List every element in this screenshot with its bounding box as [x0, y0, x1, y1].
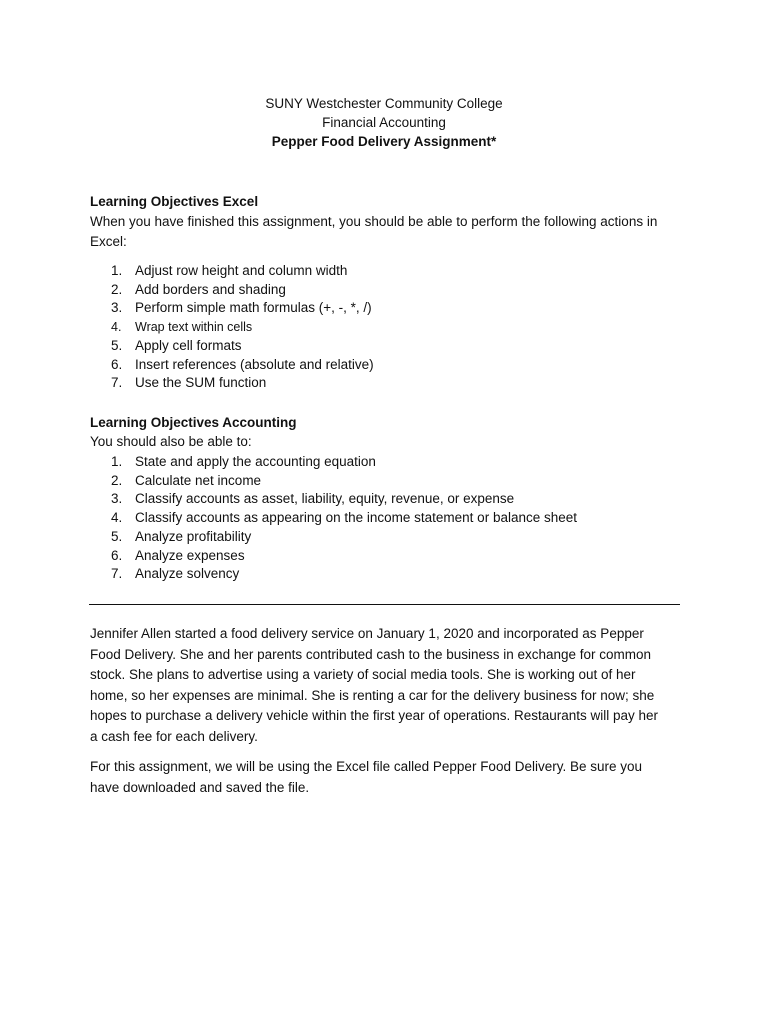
list-item-number: 4.	[111, 320, 122, 335]
excel-objectives-list	[90, 262, 690, 393]
paragraph-line: stock. She plans to advertise using a variety of social media tools. She is working out of her	[90, 667, 636, 682]
list-item-text: State and apply the accounting equation	[135, 454, 376, 469]
list-item	[90, 299, 690, 318]
list-item	[90, 281, 690, 300]
list-item-text: Add borders and shading	[135, 281, 286, 297]
list-item-number: 1.	[111, 454, 123, 469]
paragraph-line: For this assignment, we will be using the Excel file called Pepper Food Delivery. Be sure you	[90, 759, 643, 774]
list-item-number: 3.	[111, 300, 123, 316]
list-item	[90, 472, 690, 491]
list-item-text: Calculate net income	[135, 472, 262, 488]
paragraph-line: Food Delivery. She and her parents contributed cash to the business in exchange for common	[90, 646, 652, 662]
list-item-number: 5.	[111, 337, 123, 353]
list-item	[90, 318, 690, 337]
list-item-text: Insert references (absolute and relative)	[135, 356, 374, 372]
assignment-title: Pepper Food Delivery Assignment*	[271, 134, 497, 149]
horizontal-divider	[89, 604, 680, 605]
list-item	[90, 356, 690, 375]
list-item-text: Classify accounts as appearing on the income statement or balance sheet	[135, 510, 578, 526]
list-item-number: 4.	[111, 510, 123, 526]
document-header	[0, 94, 768, 151]
list-item-number: 2.	[111, 472, 123, 488]
excel-objectives-intro-line2: Excel:	[90, 234, 127, 249]
list-item-text: Analyze profitability	[135, 528, 252, 544]
accounting-objectives-list	[90, 453, 690, 584]
list-item-number: 1.	[111, 263, 123, 278]
list-item	[90, 262, 690, 281]
list-item-number: 6.	[111, 547, 123, 563]
list-item	[90, 547, 690, 566]
list-item	[90, 374, 690, 393]
list-item-text: Wrap text within cells	[135, 320, 253, 335]
list-item-text: Adjust row height and column width	[135, 263, 348, 278]
course-name: Financial Accounting	[322, 115, 446, 130]
excel-objectives-title: Learning Objectives Excel	[90, 194, 259, 209]
accounting-objectives-title: Learning Objectives Accounting	[90, 415, 297, 430]
excel-objectives-intro-line1: When you have finished this assignment, you should be able to perform the following actions in	[90, 214, 658, 229]
paragraph-line: have downloaded and saved the file.	[90, 779, 310, 795]
list-item-text: Apply cell formats	[135, 337, 242, 353]
list-item-text: Perform simple math formulas (+, -, *, /)	[135, 300, 372, 316]
list-item	[90, 565, 690, 584]
institution-name: SUNY Westchester Community College	[265, 96, 503, 111]
file-instructions-paragraph	[90, 757, 690, 798]
list-item	[90, 528, 690, 547]
list-item-text: Classify accounts as asset, liability, equity, revenue, or expense	[135, 491, 515, 507]
list-item-number: 5.	[111, 528, 123, 544]
list-item-number: 2.	[111, 281, 123, 297]
accounting-objectives-section	[90, 413, 690, 584]
list-item	[90, 490, 690, 509]
list-item-number: 6.	[111, 356, 123, 372]
list-item-text: Analyze solvency	[135, 566, 240, 582]
paragraph-line: Jennifer Allen started a food delivery service on January 1, 2020 and incorporated as Pepper	[90, 626, 644, 641]
list-item-number: 3.	[111, 491, 123, 507]
list-item	[90, 337, 690, 356]
list-item-text: Analyze expenses	[135, 547, 245, 563]
list-item	[90, 509, 690, 528]
paragraph-line: hopes to purchase a delivery vehicle within the first year of operations. Restaurants will pay her	[90, 708, 659, 723]
intro-paragraph	[90, 624, 690, 747]
list-item	[90, 453, 690, 472]
paragraph-line: a cash fee for each delivery.	[90, 728, 258, 744]
paragraph-line: home, so her expenses are minimal. She is renting a car for the delivery business for now; she	[90, 687, 655, 703]
excel-objectives-section	[90, 192, 690, 393]
list-item-text: Use the SUM function	[135, 375, 267, 391]
accounting-objectives-intro: You should also be able to:	[90, 434, 252, 449]
list-item-number: 7.	[111, 566, 123, 582]
list-item-number: 7.	[111, 375, 123, 391]
